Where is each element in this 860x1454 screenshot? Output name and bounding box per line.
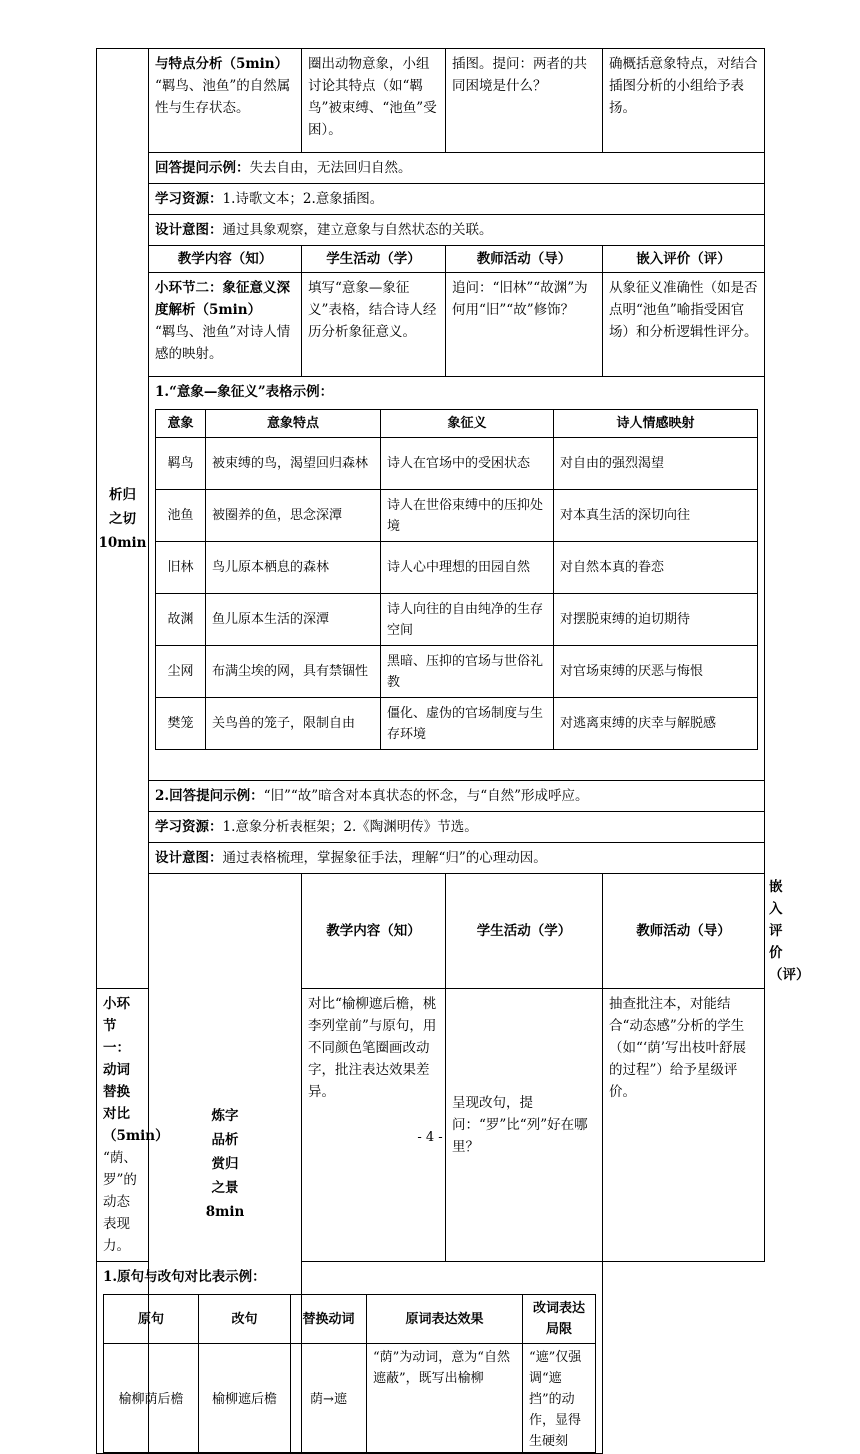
col-header: 替换动词 (291, 1295, 367, 1344)
table-cell: 诗人在官场中的受困状态 (381, 438, 554, 490)
table-cell: 诗人心中理想的田园自然 (381, 542, 554, 594)
teacher-activity-cell: 追问：“旧林”“故渊”为何用“旧”“故”修饰？ (446, 273, 603, 377)
table-cell: 被束缚的鸟，渴望回归森林 (206, 438, 381, 490)
lesson-plan-table: 析归 之切 10min 与特点分析（5min） “羁鸟、池鱼”的自然属性与生存状态。 圈出动物意象，小组讨论其特点（如“羁鸟”被束缚、“池鱼”受困）。 插图。提问：两者的共同困境是什么？ 确概括意象特点，对结合插图分析的小组给予表扬。 回答提问示例：失去自由，无法回归自然。 学习资源：1.诗歌文本；2.意象插图。 设计意图：通过具象观察，建立意象与自然状态的关联。 教学内容（知） 学生活动（学） 教师活动（导） 嵌入评价（评） 小环节二：象征意义深度解析（5min） “羁鸟、池鱼”对诗人情感的映射。 填写“意象—象征义”表格，结合诗人经历分析象征意义。 追问：“旧林”“故渊”为何用“旧”“故”修饰？ 从象征义准确性（如是否点明“池鱼”喻指受困官场）和分析逻辑性评分。 1.“意象—象征义”表格示例： 意象 意象特点 象征义 诗人情感映射 羁鸟 被束缚的鸟，渴望回归森林 诗人在官场中的受困状态 对自由的强烈渴望 池鱼 被圈养的鱼，思念深潭 诗人在世俗束缚中的压抑处境 对本真生活的深切向往 旧林 鸟儿原本栖息的森林 诗人心中理想的田园自然 对自然本真的眷恋 故渊 鱼儿原本生活的深潭 诗人向往的自由纯净的生存空间 对摆脱束缚的迫切期待 尘网 布满尘埃的网，具有禁锢性 黑暗、压抑的官场与世俗礼教 对官场束缚的厌恶与悔恨 樊笼 关鸟兽的笼子，限制自由 僵化、虚伪的官场制度与生存环境 对逃离束缚的庆幸与解脱感 2.回答提问示例：“旧”“故”暗含对本真状态的怀念，与“自然”形成呼应。 学习资源：1.意象分析表框架；2.《陶渊明传》节选。 设计意图：通过表格梳理，掌握象征手法，理解“归”的心理动因。 炼字 品析 赏归 之景 8min 教学内容（知） 学生活动（学） 教师活动（导） 嵌入评价（评） 小环节一：动词替换对比（5min） “荫、罗”的动态表现力。 对比“榆柳遮后檐，桃李列堂前”与原句，用不同颜色笔圈画改动字，批注表达效果差异。 呈现改句，提问：“罗”比“列”好在哪里？ 抽查批注本，对能结合“动态感”分析的学生（如“‘荫’写出枝叶舒展的过程”）给予星级评价。 1.原句与改句对比表示例： 原句 改句 替换动词 原词表达效果 改词表达局限 榆柳荫后檐 榆柳遮后檐 荫→遮 “荫”为动词，意为“自然遮蔽”，既写出榆柳 “遮”仅强调“遮挡”的动作，显得生硬刻 (96, 48, 765, 1454)
content-cell: 与特点分析（5min） “羁鸟、池鱼”的自然属性与生存状态。 (149, 49, 302, 153)
header-teacher: 教师活动（导） (446, 246, 603, 273)
content-cell: 小环节一：动词替换对比（5min） “荫、罗”的动态表现力。 (97, 989, 149, 1262)
col-header: 改词表达局限 (523, 1295, 596, 1344)
table-row (104, 1344, 596, 1453)
col-header: 改句 (199, 1295, 291, 1344)
teacher-activity-cell: 插图。提问：两者的共同困境是什么？ (446, 49, 603, 153)
table-cell: 僵化、虚伪的官场制度与生存环境 (381, 698, 554, 750)
table-cell: 对逃离束缚的庆幸与解脱感 (554, 698, 758, 750)
answer-example-2: 2.回答提问示例：“旧”“故”暗含对本真状态的怀念，与“自然”形成呼应。 (149, 781, 765, 812)
section-label-2: 炼字 品析 赏归 之景 8min (149, 874, 302, 1454)
table-cell: 荫→遮 (291, 1344, 367, 1453)
table-cell: 诗人在世俗束缚中的压抑处境 (381, 490, 554, 542)
header-teacher: 教师活动（导） (603, 874, 765, 989)
table-cell: “荫”为动词，意为“自然遮蔽”，既写出榆柳 (367, 1344, 523, 1453)
design-intent: 设计意图：通过具象观察，建立意象与自然状态的关联。 (149, 215, 765, 246)
lesson-plan-page (96, 48, 810, 1454)
table-row (156, 698, 758, 750)
evaluation-cell: 确概括意象特点，对结合插图分析的小组给予表扬。 (603, 49, 765, 153)
teacher-activity-cell: 呈现改句，提问：“罗”比“列”好在哪里？ (446, 989, 603, 1262)
table-cell: 榆柳遮后檐 (199, 1344, 291, 1453)
col-header: 意象特点 (206, 410, 381, 438)
col-header: 原句 (104, 1295, 199, 1344)
table-cell: 故渊 (156, 594, 206, 646)
evaluation-cell: 抽查批注本，对能结合“动态感”分析的学生（如“‘荫’写出枝叶舒展的过程”）给予星级评价。 (603, 989, 765, 1262)
table-cell: 鱼儿原本生活的深潭 (206, 594, 381, 646)
table-cell: 对本真生活的深切向往 (554, 490, 758, 542)
student-activity-cell: 填写“意象—象征义”表格，结合诗人经历分析象征意义。 (302, 273, 446, 377)
header-content: 教学内容（知） (302, 874, 446, 989)
table-cell: 鸟儿原本栖息的森林 (206, 542, 381, 594)
table-row (156, 438, 758, 490)
table-cell: 尘网 (156, 646, 206, 698)
header-student: 学生活动（学） (446, 874, 603, 989)
table-cell: 黑暗、压抑的官场与世俗礼教 (381, 646, 554, 698)
table-row (156, 594, 758, 646)
header-content: 教学内容（知） (149, 246, 302, 273)
symbol-table-block: 1.“意象—象征义”表格示例： 意象 意象特点 象征义 诗人情感映射 羁鸟 被束缚的鸟，渴望回归森林 诗人在官场中的受困状态 对自由的强烈渴望 池鱼 被圈养的鱼，思念深潭 诗人在世俗束缚中的压抑处境 对本真生活的深切向往 旧林 鸟儿原本栖息的森林 诗人心中理想的田园自然 对自然本真的眷恋 故渊 鱼儿原本生活的深潭 诗人向往的自由纯净的生存空间 对摆脱束缚的迫切期待 尘网 布满尘埃的网，具有禁锢性 黑暗、压抑的官场与世俗礼教 对官场束缚的厌恶与悔恨 樊笼 关鸟兽的笼子，限制自由 僵化、虚伪的官场制度与生存环境 对逃离束缚的庆幸与解脱感 (149, 377, 765, 781)
compare-table-block: 1.原句与改句对比表示例： 原句 改句 替换动词 原词表达效果 改词表达局限 榆柳荫后檐 榆柳遮后檐 荫→遮 “荫”为动词，意为“自然遮蔽”，既写出榆柳 “遮”仅强调“遮挡”的动作，显得生硬刻 (97, 1262, 603, 1454)
learning-resource: 学习资源：1.诗歌文本；2.意象插图。 (149, 184, 765, 215)
compare-table (103, 1294, 596, 1453)
header-evaluation: 嵌入评价（评） (603, 246, 765, 273)
symbol-table (155, 409, 758, 750)
table-row (156, 490, 758, 542)
table-cell: 对官场束缚的厌恶与悔恨 (554, 646, 758, 698)
table-row (156, 542, 758, 594)
table-cell: 池鱼 (156, 490, 206, 542)
student-activity-cell: 圈出动物意象，小组讨论其特点（如“羁鸟”被束缚、“池鱼”受困）。 (302, 49, 446, 153)
table-cell: 诗人向往的自由纯净的生存空间 (381, 594, 554, 646)
table-cell: 榆柳荫后檐 (104, 1344, 199, 1453)
student-activity-cell: 对比“榆柳遮后檐，桃李列堂前”与原句，用不同颜色笔圈画改动字，批注表达效果差异。 (302, 989, 446, 1262)
table-cell: 羁鸟 (156, 438, 206, 490)
table-cell: “遮”仅强调“遮挡”的动作，显得生硬刻 (523, 1344, 596, 1453)
table-cell: 樊笼 (156, 698, 206, 750)
col-header: 诗人情感映射 (554, 410, 758, 438)
table-cell: 对摆脱束缚的迫切期待 (554, 594, 758, 646)
table-cell: 被圈养的鱼，思念深潭 (206, 490, 381, 542)
learning-resource-2: 学习资源：1.意象分析表框架；2.《陶渊明传》节选。 (149, 812, 765, 843)
col-header: 意象 (156, 410, 206, 438)
content-cell: 小环节二：象征意义深度解析（5min） “羁鸟、池鱼”对诗人情感的映射。 (149, 273, 302, 377)
design-intent-2: 设计意图：通过表格梳理，掌握象征手法，理解“归”的心理动因。 (149, 843, 765, 874)
col-header: 原词表达效果 (367, 1295, 523, 1344)
header-student: 学生活动（学） (302, 246, 446, 273)
answer-example: 回答提问示例：失去自由，无法回归自然。 (149, 153, 765, 184)
table-cell: 旧林 (156, 542, 206, 594)
table-cell: 对自由的强烈渴望 (554, 438, 758, 490)
page-number: - 4 - (417, 1130, 443, 1145)
evaluation-cell: 从象征义准确性（如是否点明“池鱼”喻指受困官场）和分析逻辑性评分。 (603, 273, 765, 377)
table-cell: 关鸟兽的笼子，限制自由 (206, 698, 381, 750)
table-cell: 对自然本真的眷恋 (554, 542, 758, 594)
section-label-1: 析归 之切 10min (97, 49, 149, 989)
col-header: 象征义 (381, 410, 554, 438)
table-cell: 布满尘埃的网，具有禁锢性 (206, 646, 381, 698)
table-row (156, 646, 758, 698)
